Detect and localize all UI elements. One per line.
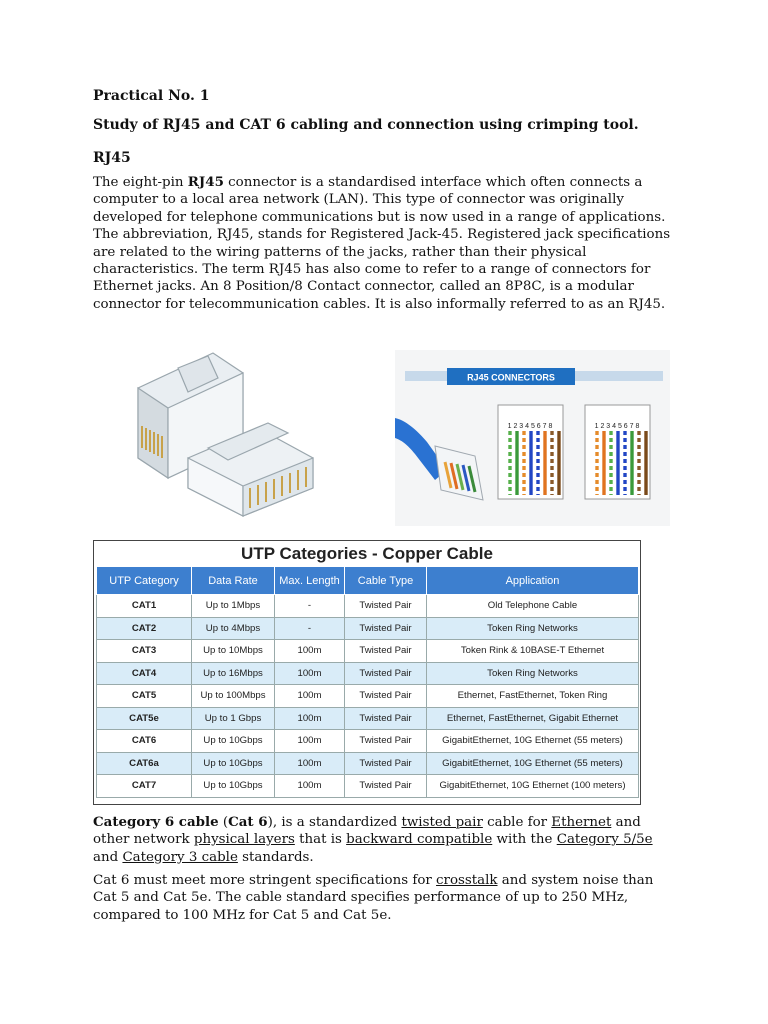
cat6-paragraph bbox=[93, 814, 673, 866]
utp-categories-table bbox=[93, 540, 641, 805]
cell-max-length: - bbox=[275, 595, 345, 618]
link-category-3-cable[interactable]: Category 3 cable bbox=[122, 849, 238, 865]
banner-label: RJ45 CONNECTORS bbox=[467, 372, 555, 383]
p1-text-a: The eight-pin bbox=[93, 175, 188, 190]
cell-application: GigabitEthernet, 10G Ethernet (100 meters) bbox=[427, 775, 639, 798]
cell-max-length: 100m bbox=[275, 752, 345, 775]
rj45-paragraph bbox=[93, 174, 673, 313]
cell-data-rate: Up to 4Mbps bbox=[192, 617, 275, 640]
p2-text: standards. bbox=[237, 849, 314, 865]
cell-cable-type: Twisted Pair bbox=[345, 775, 427, 798]
cell-data-rate: Up to 16Mbps bbox=[192, 662, 275, 685]
pin-numbers-left: 1 2 3 4 5 6 7 8 bbox=[507, 423, 553, 430]
p2-text: and bbox=[93, 849, 123, 865]
header-max-length: Max. Length bbox=[275, 567, 345, 595]
p1-bold-rj45: RJ45 bbox=[187, 174, 224, 190]
p3-text: Cat 6 must meet more stringent specifications for bbox=[93, 873, 437, 888]
cell-data-rate: Up to 10Gbps bbox=[192, 775, 275, 798]
cell-category: CAT1 bbox=[97, 595, 192, 618]
cell-max-length: 100m bbox=[275, 662, 345, 685]
header-utp-category: UTP Category bbox=[97, 567, 192, 595]
link-backward-compatible[interactable]: backward compatible bbox=[346, 832, 493, 848]
p2-text: with the bbox=[492, 832, 557, 848]
link-category-5-5e[interactable]: Category 5/5e bbox=[556, 832, 653, 848]
table-row bbox=[97, 617, 639, 640]
p1-text-b: connector is a standardised interface which often connects a computer to a local area network (LAN). This type of connector was originally developed for telephone communications but is now used in a range of applications. The abbreviation, RJ45, stands for Registered Jack-45. Registered jack specifications are related to the wiring patterns of the jacks, rather than their physical characteristics. The term RJ45 has also come to refer to a range of connectors for Ethernet jacks. An 8 Position/8 Contact connector, called an 8P8C, is a modular connector for telecommunication cables. It is also informally referred to as an RJ45. bbox=[93, 175, 671, 312]
cell-cable-type: Twisted Pair bbox=[345, 662, 427, 685]
table-row bbox=[97, 662, 639, 685]
header-data-rate: Data Rate bbox=[192, 567, 275, 595]
cell-category: CAT5e bbox=[97, 707, 192, 730]
link-twisted-pair[interactable]: twisted pair bbox=[401, 815, 483, 830]
cell-category: CAT5 bbox=[97, 685, 192, 708]
pin-numbers-right: 1 2 3 4 5 6 7 8 bbox=[594, 423, 640, 430]
cell-max-length: 100m bbox=[275, 640, 345, 663]
table-row bbox=[97, 775, 639, 798]
cell-cable-type: Twisted Pair bbox=[345, 730, 427, 753]
rj45-wiring-diagram bbox=[395, 350, 670, 526]
cell-max-length: 100m bbox=[275, 730, 345, 753]
cell-application: Ethernet, FastEthernet, Token Ring bbox=[427, 685, 639, 708]
cell-category: CAT3 bbox=[97, 640, 192, 663]
p2-text: ), is a standardized bbox=[267, 815, 402, 830]
p2-text: cable for bbox=[482, 815, 552, 830]
cell-data-rate: Up to 100Mbps bbox=[192, 685, 275, 708]
cell-cable-type: Twisted Pair bbox=[345, 595, 427, 618]
cell-category: CAT6 bbox=[97, 730, 192, 753]
cell-category: CAT6a bbox=[97, 752, 192, 775]
link-physical-layers[interactable]: physical layers bbox=[193, 832, 295, 848]
p3-text: and system noise than Cat 5 and Cat 5e. The cable standard specifies performance of up to 250 MHz, compared to 100 MHz for Cat 5 and Cat 5e. bbox=[93, 873, 654, 923]
cell-data-rate: Up to 10Mbps bbox=[192, 640, 275, 663]
p2-text: and other network bbox=[93, 815, 641, 848]
cell-application: Old Telephone Cable bbox=[427, 595, 639, 618]
cell-application: Token Ring Networks bbox=[427, 617, 639, 640]
link-ethernet[interactable]: Ethernet bbox=[551, 815, 612, 830]
practical-title: Practical No. 1 bbox=[93, 88, 210, 104]
cell-max-length: 100m bbox=[275, 775, 345, 798]
wiring-diagram-svg bbox=[395, 350, 670, 526]
rj45-plugs-photo bbox=[118, 348, 318, 518]
table-row bbox=[97, 685, 639, 708]
cell-category: CAT7 bbox=[97, 775, 192, 798]
cell-data-rate: Up to 1 Gbps bbox=[192, 707, 275, 730]
p2-text: that is bbox=[294, 832, 347, 848]
cell-max-length: 100m bbox=[275, 707, 345, 730]
practical-subtitle: Study of RJ45 and CAT 6 cabling and connection using crimping tool. bbox=[93, 117, 639, 133]
cell-category: CAT4 bbox=[97, 662, 192, 685]
cell-cable-type: Twisted Pair bbox=[345, 685, 427, 708]
cat6-spec-paragraph bbox=[93, 872, 673, 924]
table-row bbox=[97, 595, 639, 618]
cell-application: Token Rink & 10BASE-T Ethernet bbox=[427, 640, 639, 663]
cell-application: GigabitEthernet, 10G Ethernet (55 meters) bbox=[427, 752, 639, 775]
link-crosstalk[interactable]: crosstalk bbox=[436, 873, 498, 888]
cell-application: GigabitEthernet, 10G Ethernet (55 meters) bbox=[427, 730, 639, 753]
cell-application: Token Ring Networks bbox=[427, 662, 639, 685]
cat6-bold-abbrev: Cat 6 bbox=[228, 814, 268, 830]
table-row bbox=[97, 730, 639, 753]
header-application: Application bbox=[427, 567, 639, 595]
cell-application: Ethernet, FastEthernet, Gigabit Ethernet bbox=[427, 707, 639, 730]
table-row bbox=[97, 640, 639, 663]
table-title: UTP Categories - Copper Cable bbox=[241, 544, 493, 563]
cell-max-length: - bbox=[275, 617, 345, 640]
cell-data-rate: Up to 10Gbps bbox=[192, 730, 275, 753]
cell-cable-type: Twisted Pair bbox=[345, 707, 427, 730]
utp-table bbox=[96, 566, 639, 798]
table-row bbox=[97, 707, 639, 730]
cell-data-rate: Up to 10Gbps bbox=[192, 752, 275, 775]
cat6-bold-term: Category 6 cable bbox=[93, 814, 219, 830]
rj45-heading: RJ45 bbox=[93, 150, 131, 166]
table-header-row bbox=[97, 567, 639, 595]
cell-data-rate: Up to 1Mbps bbox=[192, 595, 275, 618]
cell-max-length: 100m bbox=[275, 685, 345, 708]
cell-cable-type: Twisted Pair bbox=[345, 640, 427, 663]
cell-category: CAT2 bbox=[97, 617, 192, 640]
cell-cable-type: Twisted Pair bbox=[345, 617, 427, 640]
p2-text: ( bbox=[218, 815, 229, 830]
header-cable-type: Cable Type bbox=[345, 567, 427, 595]
table-row bbox=[97, 752, 639, 775]
cell-cable-type: Twisted Pair bbox=[345, 752, 427, 775]
